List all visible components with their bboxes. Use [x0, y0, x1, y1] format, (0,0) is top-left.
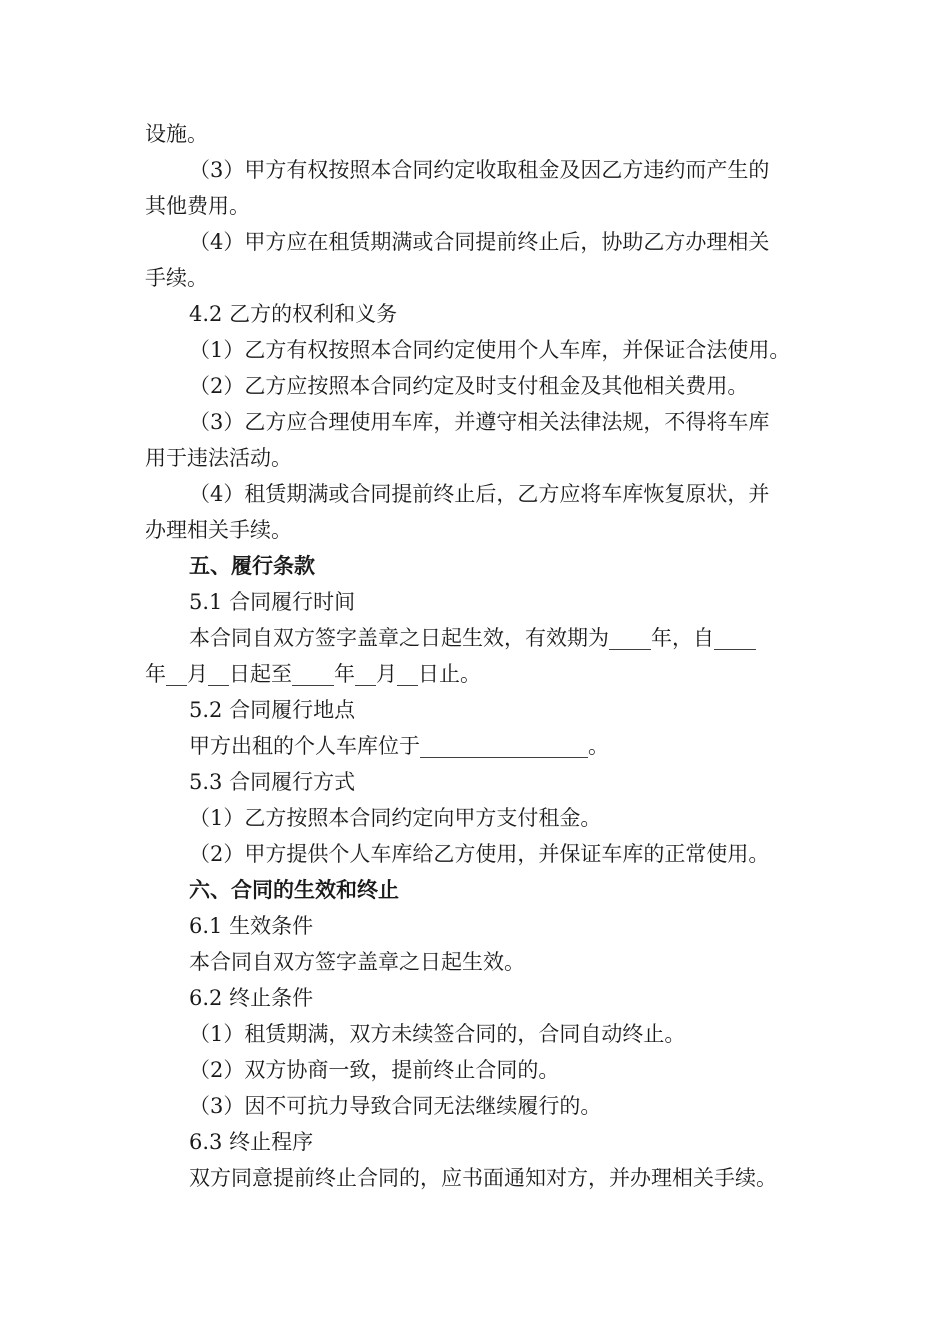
text-line: 其他费用。	[145, 194, 250, 218]
section-heading: 6.1 生效条件	[189, 914, 314, 938]
text-line: 双方同意提前终止合同的，应书面通知对方，并办理相关手续。	[189, 1166, 777, 1190]
section-heading: 4.2 乙方的权利和义务	[189, 302, 398, 326]
text-line: 本合同自双方签字盖章之日起生效，有效期为____年，自____	[189, 626, 756, 650]
section-heading: 6.2 终止条件	[189, 986, 314, 1010]
section-heading: 5.1 合同履行时间	[189, 590, 356, 614]
text-line: 年__月__日起至____年__月__日止。	[145, 662, 481, 686]
text-line: （3）甲方有权按照本合同约定收取租金及因乙方违约而产生的	[189, 158, 770, 182]
text-line: （2）双方协商一致，提前终止合同的。	[189, 1058, 560, 1082]
text-line: 设施。	[145, 122, 208, 146]
text-line: （2）甲方提供个人车库给乙方使用，并保证车库的正常使用。	[189, 842, 770, 866]
chapter-heading: 六、合同的生效和终止	[189, 877, 399, 902]
text-line: 用于违法活动。	[145, 446, 292, 470]
text-line: 本合同自双方签字盖章之日起生效。	[189, 950, 525, 974]
text-line: （3）乙方应合理使用车库，并遵守相关法律法规，不得将车库	[189, 410, 770, 434]
text-line: 办理相关手续。	[145, 518, 292, 542]
section-heading: 5.2 合同履行地点	[189, 698, 356, 722]
section-heading: 6.3 终止程序	[189, 1130, 314, 1154]
section-heading: 5.3 合同履行方式	[189, 770, 356, 794]
text-line: （1）乙方按照本合同约定向甲方支付租金。	[189, 806, 602, 830]
text-line: （4）租赁期满或合同提前终止后，乙方应将车库恢复原状，并	[189, 482, 770, 506]
text-line: （1）乙方有权按照本合同约定使用个人车库，并保证合法使用。	[189, 338, 791, 362]
text-line: 手续。	[145, 266, 208, 290]
document-body	[145, 116, 815, 1196]
chapter-heading: 五、履行条款	[189, 553, 315, 578]
text-line: 甲方出租的个人车库位于________________。	[189, 734, 609, 758]
text-line: （3）因不可抗力导致合同无法继续履行的。	[189, 1094, 602, 1118]
text-line: （2）乙方应按照本合同约定及时支付租金及其他相关费用。	[189, 374, 749, 398]
text-line: （1）租赁期满，双方未续签合同的，合同自动终止。	[189, 1022, 686, 1046]
text-line: （4）甲方应在租赁期满或合同提前终止后，协助乙方办理相关	[189, 230, 770, 254]
